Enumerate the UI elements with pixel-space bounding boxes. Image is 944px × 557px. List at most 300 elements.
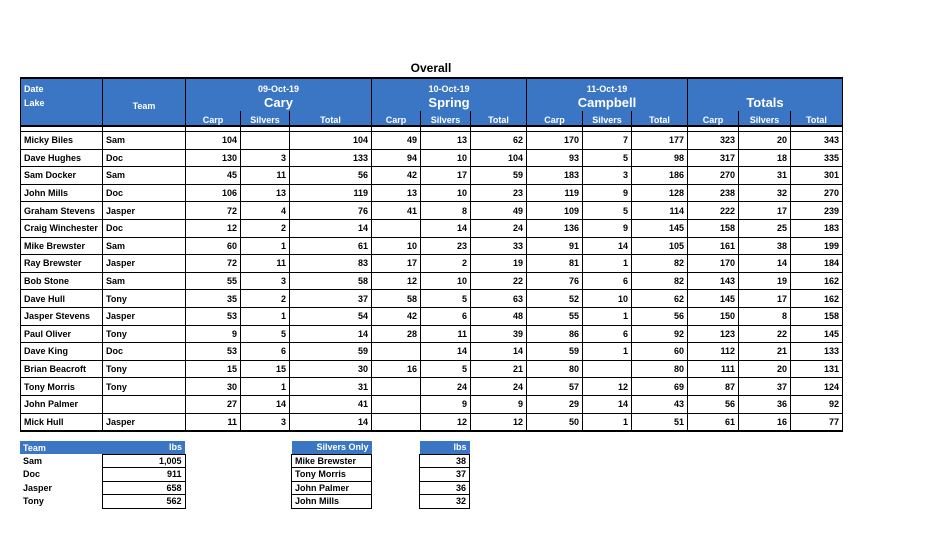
weight-cell: 80 (527, 360, 583, 378)
weight-cell: 14 (471, 343, 527, 361)
weight-cell: 104 (471, 149, 527, 167)
weight-cell: 33 (471, 237, 527, 255)
weight-cell: 48 (471, 307, 527, 325)
weight-cell: 170 (527, 132, 583, 150)
weight-cell: 183 (791, 219, 843, 237)
weight-cell: 92 (632, 325, 688, 343)
weight-cell: 323 (688, 132, 739, 150)
weight-cell: 317 (688, 149, 739, 167)
angler-name: Micky Biles (21, 132, 103, 150)
weight-cell: 49 (372, 132, 421, 150)
team-total-lbs: 1,005 (102, 454, 185, 468)
weight-cell: 14 (290, 413, 372, 431)
weight-cell: 93 (527, 149, 583, 167)
weight-cell: 82 (632, 255, 688, 273)
silvers-lbs: 36 (420, 481, 470, 495)
weight-cell: 6 (241, 343, 290, 361)
weight-cell: 130 (186, 149, 241, 167)
weight-cell: 24 (421, 378, 471, 396)
weight-cell: 92 (791, 395, 843, 413)
angler-team: Tony (103, 360, 186, 378)
table-row (21, 395, 843, 413)
weight-cell: 119 (290, 184, 372, 202)
silvers-lbs-row (420, 495, 470, 509)
team-total-name: Doc (23, 469, 41, 480)
angler-team: Doc (103, 219, 186, 237)
weight-cell: 158 (791, 307, 843, 325)
col-silvers: Silvers (739, 111, 791, 126)
weight-cell: 17 (421, 167, 471, 185)
weight-cell: 106 (186, 184, 241, 202)
weight-cell: 14 (421, 343, 471, 361)
weight-cell (372, 378, 421, 396)
weight-cell: 45 (186, 167, 241, 185)
weight-cell: 41 (290, 395, 372, 413)
weight-cell: 143 (688, 272, 739, 290)
weight-cell: 14 (290, 219, 372, 237)
silvers-only-table (291, 441, 372, 509)
weight-cell: 238 (688, 184, 739, 202)
weight-cell (372, 395, 421, 413)
weight-cell: 69 (632, 378, 688, 396)
weight-cell: 145 (791, 325, 843, 343)
weight-cell: 18 (739, 149, 791, 167)
weight-cell: 55 (186, 272, 241, 290)
weight-cell: 5 (421, 360, 471, 378)
weight-cell: 21 (471, 360, 527, 378)
weight-cell: 301 (791, 167, 843, 185)
weight-cell: 3 (241, 272, 290, 290)
angler-name: Dave Hull (21, 290, 103, 308)
weight-cell: 49 (471, 202, 527, 220)
silvers-row (292, 468, 372, 482)
weight-cell: 9 (583, 184, 632, 202)
angler-team: Jasper (103, 413, 186, 431)
weight-cell: 12 (421, 413, 471, 431)
team-header: Team (103, 78, 186, 111)
weight-cell: 30 (186, 378, 241, 396)
angler-team: Sam (103, 132, 186, 150)
silvers-row (292, 495, 372, 509)
weight-cell: 42 (372, 167, 421, 185)
angler-name: Mick Hull (21, 413, 103, 431)
weight-cell: 184 (791, 255, 843, 273)
col-silvers: Silvers (421, 111, 471, 126)
col-silvers: Silvers (583, 111, 632, 126)
weight-cell: 19 (471, 255, 527, 273)
weight-cell: 6 (583, 272, 632, 290)
weight-cell (372, 343, 421, 361)
table-row (21, 132, 843, 150)
angler-name: Ray Brewster (21, 255, 103, 273)
weight-cell: 162 (791, 272, 843, 290)
results-table (20, 77, 843, 432)
weight-cell: 13 (421, 132, 471, 150)
col-total: Total (290, 111, 372, 126)
weight-cell: 119 (527, 184, 583, 202)
weight-cell: 72 (186, 202, 241, 220)
silvers-lbs-row (420, 454, 470, 468)
weight-cell: 3 (241, 413, 290, 431)
weight-cell: 9 (421, 395, 471, 413)
weight-cell: 62 (471, 132, 527, 150)
weight-cell: 3 (241, 149, 290, 167)
weight-cell: 36 (739, 395, 791, 413)
col-silvers: Silvers (241, 111, 290, 126)
sheet-title: Overall (410, 61, 452, 75)
weight-cell: 1 (583, 307, 632, 325)
weight-cell: 56 (688, 395, 739, 413)
weight-cell: 83 (290, 255, 372, 273)
silvers-name: John Mills (292, 495, 372, 509)
weight-cell: 145 (688, 290, 739, 308)
angler-name: Craig Winchester (21, 219, 103, 237)
weight-cell: 5 (421, 290, 471, 308)
weight-cell: 222 (688, 202, 739, 220)
weight-cell: 145 (632, 219, 688, 237)
weight-cell: 25 (739, 219, 791, 237)
angler-name: Dave King (21, 343, 103, 361)
weight-cell: 183 (527, 167, 583, 185)
angler-name: Paul Oliver (21, 325, 103, 343)
weight-cell: 54 (290, 307, 372, 325)
weight-cell: 1 (241, 378, 290, 396)
weight-cell: 104 (186, 132, 241, 150)
weight-cell: 27 (186, 395, 241, 413)
weight-cell (583, 360, 632, 378)
weight-cell: 16 (372, 360, 421, 378)
weight-cell: 10 (372, 237, 421, 255)
weight-cell: 2 (421, 255, 471, 273)
weight-cell: 17 (739, 290, 791, 308)
angler-name: Graham Stevens (21, 202, 103, 220)
team-totals-lbs-header: lbs (102, 441, 185, 454)
weight-cell: 63 (471, 290, 527, 308)
team-total-row (20, 454, 185, 468)
weight-cell: 58 (372, 290, 421, 308)
weight-cell: 158 (688, 219, 739, 237)
silvers-only-header: Silvers Only (292, 441, 372, 454)
weight-cell: 62 (632, 290, 688, 308)
weight-cell: 1 (583, 413, 632, 431)
team-total-lbs: 562 (102, 495, 185, 509)
blank-header (103, 111, 186, 126)
weight-cell (372, 413, 421, 431)
weight-cell: 5 (583, 149, 632, 167)
weight-cell: 123 (688, 325, 739, 343)
col-total: Total (632, 111, 688, 126)
weight-cell: 86 (527, 325, 583, 343)
weight-cell: 57 (527, 378, 583, 396)
lake-date-totals (688, 78, 843, 94)
weight-cell: 61 (290, 237, 372, 255)
weight-cell: 42 (372, 307, 421, 325)
weight-cell: 162 (791, 290, 843, 308)
weight-cell: 335 (791, 149, 843, 167)
silvers-name: Tony Morris (292, 468, 372, 482)
table-row (21, 378, 843, 396)
table-row (21, 290, 843, 308)
weight-cell: 5 (241, 325, 290, 343)
weight-cell: 1 (241, 237, 290, 255)
angler-name: Mike Brewster (21, 237, 103, 255)
angler-team: Jasper (103, 255, 186, 273)
weight-cell: 52 (527, 290, 583, 308)
weight-cell: 21 (739, 343, 791, 361)
table-row (21, 167, 843, 185)
weight-cell: 91 (527, 237, 583, 255)
weight-cell: 53 (186, 307, 241, 325)
weight-cell: 170 (688, 255, 739, 273)
team-total-lbs: 658 (102, 481, 185, 495)
weight-cell: 128 (632, 184, 688, 202)
angler-team (103, 395, 186, 413)
weight-cell: 23 (471, 184, 527, 202)
weight-cell: 1 (241, 307, 290, 325)
weight-cell: 15 (186, 360, 241, 378)
angler-team: Jasper (103, 307, 186, 325)
weight-cell: 4 (241, 202, 290, 220)
col-carp: Carp (186, 111, 241, 126)
weight-cell: 131 (791, 360, 843, 378)
weight-cell: 60 (186, 237, 241, 255)
blank-header (21, 111, 103, 126)
table-row (21, 413, 843, 431)
weight-cell: 10 (421, 149, 471, 167)
weight-cell: 7 (583, 132, 632, 150)
weight-cell: 59 (527, 343, 583, 361)
weight-cell: 5 (583, 202, 632, 220)
team-total-row (20, 495, 185, 509)
col-total: Total (791, 111, 843, 126)
silvers-lbs: 38 (420, 454, 470, 468)
weight-cell: 17 (739, 202, 791, 220)
weight-cell: 24 (471, 219, 527, 237)
weight-cell: 10 (583, 290, 632, 308)
weight-cell: 51 (632, 413, 688, 431)
table-row (21, 325, 843, 343)
weight-cell: 14 (583, 237, 632, 255)
weight-cell: 10 (421, 184, 471, 202)
team-total-name: Tony (23, 496, 44, 507)
weight-cell: 177 (632, 132, 688, 150)
lake-name-campbell: Campbell (527, 94, 688, 111)
weight-cell: 82 (632, 272, 688, 290)
weight-cell: 13 (241, 184, 290, 202)
weight-cell: 87 (688, 378, 739, 396)
weight-cell: 114 (632, 202, 688, 220)
weight-cell: 8 (421, 202, 471, 220)
silvers-lbs-row (420, 481, 470, 495)
weight-cell: 2 (241, 290, 290, 308)
weight-cell: 94 (372, 149, 421, 167)
weight-cell: 11 (186, 413, 241, 431)
weight-cell: 38 (739, 237, 791, 255)
weight-cell: 111 (688, 360, 739, 378)
weight-cell (241, 132, 290, 150)
weight-cell: 77 (791, 413, 843, 431)
angler-team: Sam (103, 272, 186, 290)
table-row (21, 202, 843, 220)
weight-cell: 6 (421, 307, 471, 325)
angler-name: John Palmer (21, 395, 103, 413)
weight-cell: 23 (421, 237, 471, 255)
weight-cell: 55 (527, 307, 583, 325)
col-carp: Carp (688, 111, 739, 126)
weight-cell: 13 (372, 184, 421, 202)
weight-cell: 9 (186, 325, 241, 343)
angler-team: Doc (103, 149, 186, 167)
weight-cell: 31 (739, 167, 791, 185)
weight-cell: 72 (186, 255, 241, 273)
weight-cell: 56 (632, 307, 688, 325)
weight-cell: 37 (290, 290, 372, 308)
weight-cell: 186 (632, 167, 688, 185)
weight-cell: 2 (241, 219, 290, 237)
col-total: Total (471, 111, 527, 126)
silvers-lbs: 37 (420, 468, 470, 482)
weight-cell: 8 (739, 307, 791, 325)
weight-cell: 43 (632, 395, 688, 413)
weight-cell: 133 (791, 343, 843, 361)
weight-cell: 37 (739, 378, 791, 396)
weight-cell: 161 (688, 237, 739, 255)
weight-cell: 124 (791, 378, 843, 396)
angler-team: Tony (103, 378, 186, 396)
weight-cell: 50 (527, 413, 583, 431)
angler-team: Sam (103, 237, 186, 255)
weight-cell: 59 (471, 167, 527, 185)
weight-cell: 15 (241, 360, 290, 378)
weight-cell: 80 (632, 360, 688, 378)
weight-cell: 31 (290, 378, 372, 396)
weight-cell: 24 (471, 378, 527, 396)
angler-name: Tony Morris (21, 378, 103, 396)
angler-name: Bob Stone (21, 272, 103, 290)
table-row (21, 237, 843, 255)
weight-cell: 14 (290, 325, 372, 343)
weight-cell: 6 (583, 325, 632, 343)
weight-cell: 30 (290, 360, 372, 378)
weight-cell: 11 (421, 325, 471, 343)
weight-cell: 17 (372, 255, 421, 273)
weight-cell: 12 (186, 219, 241, 237)
table-row (21, 219, 843, 237)
weight-cell: 16 (739, 413, 791, 431)
weight-cell: 59 (290, 343, 372, 361)
team-total-name: Jasper (23, 482, 53, 493)
weight-cell: 104 (290, 132, 372, 150)
table-row (21, 149, 843, 167)
weight-cell: 10 (421, 272, 471, 290)
weight-cell: 11 (241, 255, 290, 273)
weight-cell: 14 (739, 255, 791, 273)
silvers-row (292, 481, 372, 495)
weight-cell: 61 (688, 413, 739, 431)
weight-cell: 9 (471, 395, 527, 413)
table-row (21, 343, 843, 361)
angler-team: Doc (103, 343, 186, 361)
weight-cell: 109 (527, 202, 583, 220)
weight-cell: 29 (527, 395, 583, 413)
weight-cell: 3 (583, 167, 632, 185)
angler-team: Tony (103, 325, 186, 343)
team-total-row (20, 481, 185, 495)
weight-cell: 19 (739, 272, 791, 290)
silvers-name: John Palmer (292, 481, 372, 495)
weight-cell: 58 (290, 272, 372, 290)
silvers-lbs-row (420, 468, 470, 482)
team-total-name: Sam (23, 455, 43, 466)
weight-cell: 270 (791, 184, 843, 202)
weight-cell: 60 (632, 343, 688, 361)
weight-cell: 270 (688, 167, 739, 185)
weight-cell: 14 (583, 395, 632, 413)
weight-cell: 133 (290, 149, 372, 167)
weight-cell: 76 (527, 272, 583, 290)
weight-cell: 35 (186, 290, 241, 308)
col-carp: Carp (527, 111, 583, 126)
weight-cell: 1 (583, 255, 632, 273)
table-row (21, 360, 843, 378)
weight-cell: 20 (739, 360, 791, 378)
weight-cell (372, 219, 421, 237)
weight-cell: 28 (372, 325, 421, 343)
angler-name: John Mills (21, 184, 103, 202)
weight-cell: 41 (372, 202, 421, 220)
silvers-lbs: 32 (420, 495, 470, 509)
weight-cell: 22 (471, 272, 527, 290)
weight-cell: 11 (241, 167, 290, 185)
lake-name-cary: Cary (186, 94, 372, 111)
team-total-row (20, 468, 185, 482)
weight-cell: 199 (791, 237, 843, 255)
weight-cell: 76 (290, 202, 372, 220)
lake-date-cary: 09-Oct-19 (186, 78, 372, 94)
weight-cell: 239 (791, 202, 843, 220)
weight-cell: 32 (739, 184, 791, 202)
angler-name: Brian Beacroft (21, 360, 103, 378)
weight-cell: 136 (527, 219, 583, 237)
weight-cell: 343 (791, 132, 843, 150)
weight-cell: 14 (421, 219, 471, 237)
angler-team: Tony (103, 290, 186, 308)
lake-date-campbell: 11-Oct-19 (527, 78, 688, 94)
table-row (21, 307, 843, 325)
weight-cell: 12 (583, 378, 632, 396)
angler-team: Doc (103, 184, 186, 202)
table-row (21, 272, 843, 290)
weight-cell: 56 (290, 167, 372, 185)
weight-cell: 12 (372, 272, 421, 290)
angler-name: Dave Hughes (21, 149, 103, 167)
lake-date-spring: 10-Oct-19 (372, 78, 527, 94)
lake-name-spring: Spring (372, 94, 527, 111)
angler-name: Sam Docker (21, 167, 103, 185)
silvers-name: Mike Brewster (292, 454, 372, 468)
weight-cell: 112 (688, 343, 739, 361)
silvers-lbs-table (419, 441, 470, 509)
date-label: Date (21, 78, 103, 94)
col-carp: Carp (372, 111, 421, 126)
weight-cell: 105 (632, 237, 688, 255)
weight-cell: 14 (241, 395, 290, 413)
lake-label: Lake (21, 94, 103, 111)
team-totals-team-header: Team (20, 441, 102, 454)
weight-cell: 12 (471, 413, 527, 431)
table-row (21, 184, 843, 202)
angler-team: Jasper (103, 202, 186, 220)
